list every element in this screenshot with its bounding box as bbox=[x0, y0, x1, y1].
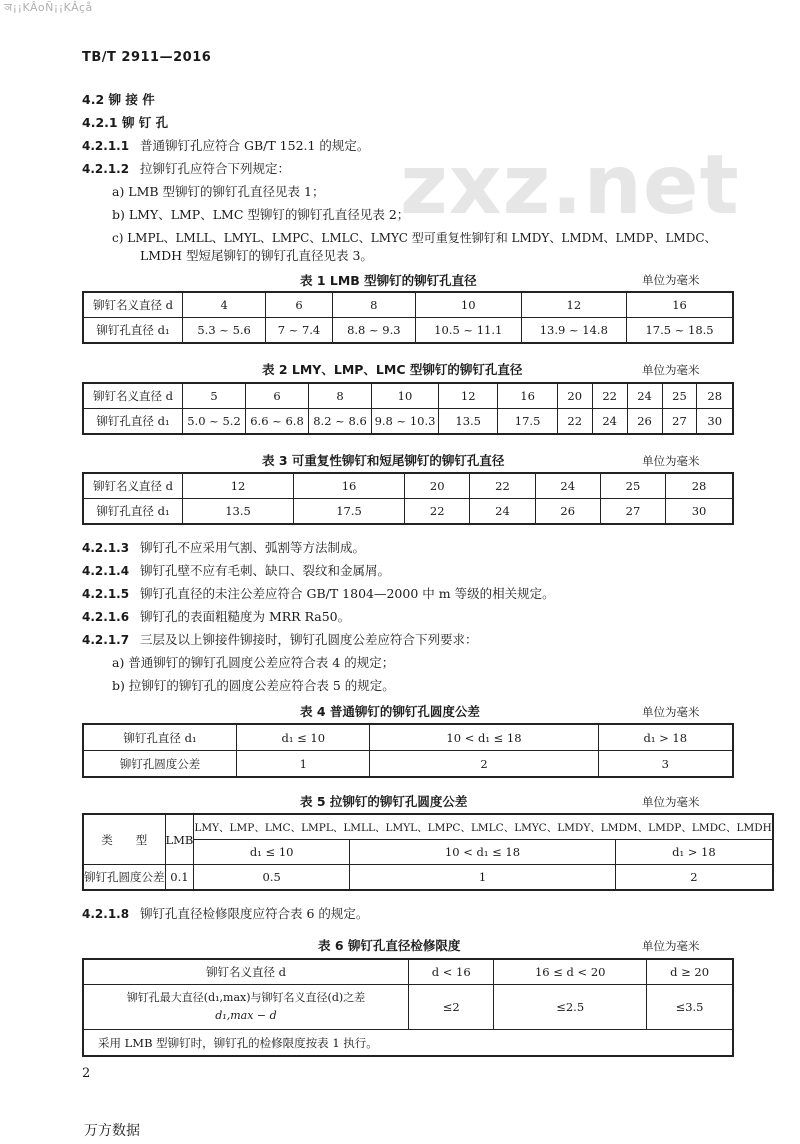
table-cell: 2 bbox=[615, 865, 772, 891]
table-cell: 8.8 ~ 9.3 bbox=[332, 318, 415, 344]
clause-text: 铆钉孔直径检修限度应符合表 6 的规定。 bbox=[140, 906, 369, 921]
table-cell: 22 bbox=[470, 473, 535, 499]
clause-4-2-1-3 bbox=[82, 540, 365, 556]
clause-number: 4.2.1.3 bbox=[82, 541, 130, 555]
table-cell: 22 bbox=[557, 409, 592, 435]
table-1 bbox=[82, 291, 734, 344]
table-cell: 25 bbox=[600, 473, 665, 499]
table-cell: 20 bbox=[405, 473, 470, 499]
table-cell: 1 bbox=[237, 751, 370, 778]
table-cell: 3 bbox=[598, 751, 733, 778]
clause-number: 4.2.1.2 bbox=[82, 162, 130, 176]
row-header: 铆钉孔直径 d₁ bbox=[83, 724, 237, 751]
table-3 bbox=[82, 472, 734, 525]
clause-4-2-1-4 bbox=[82, 563, 390, 579]
table-4-caption: 表 4 普通铆钉的铆钉孔圆度公差 bbox=[300, 704, 480, 719]
table-cell: 24 bbox=[470, 499, 535, 525]
table-row bbox=[83, 751, 733, 778]
table-cell: 12 bbox=[439, 383, 498, 409]
table-cell: 16 ≤ d < 20 bbox=[494, 959, 647, 985]
clause-text: 铆钉孔的表面粗糙度为 MRR Ra50。 bbox=[140, 609, 351, 624]
clause-text: 三层及以上铆接件铆接时，铆钉孔圆度公差应符合下列要求： bbox=[140, 632, 478, 647]
row-header: 铆钉孔圆度公差 bbox=[83, 751, 237, 778]
list-item-b: b) 拉铆钉的铆钉孔的圆度公差应符合表 5 的规定。 bbox=[112, 678, 395, 693]
table-row bbox=[83, 814, 773, 840]
table-5 bbox=[82, 813, 774, 891]
sub-header: d₁ ≤ 10 bbox=[194, 840, 350, 865]
table-cell: 16 bbox=[627, 292, 733, 318]
table-cell: d < 16 bbox=[409, 959, 494, 985]
table-row bbox=[83, 409, 733, 435]
table-6-caption: 表 6 铆钉孔直径检修限度 bbox=[318, 938, 461, 953]
table-6-unit: 单位为毫米 bbox=[642, 939, 700, 953]
table-cell: 0.5 bbox=[194, 865, 350, 891]
table-cell: 24 bbox=[627, 383, 662, 409]
table-cell: 10.5 ~ 11.1 bbox=[415, 318, 521, 344]
table-row bbox=[83, 959, 733, 985]
row-header: 铆钉孔直径 d₁ bbox=[83, 318, 183, 344]
table-cell: 26 bbox=[535, 499, 600, 525]
sub-header: 10 < d₁ ≤ 18 bbox=[350, 840, 616, 865]
table-cell: 24 bbox=[535, 473, 600, 499]
lmb-header: LMB bbox=[165, 814, 194, 865]
table-row bbox=[83, 985, 733, 1030]
row-header-line-1: 铆钉孔最大直径(d₁,max)与铆钉名义直径(d)之差 bbox=[126, 991, 366, 1004]
table-cell: 6.6 ~ 6.8 bbox=[246, 409, 309, 435]
table-cell: 27 bbox=[662, 409, 697, 435]
table-row bbox=[83, 499, 733, 525]
clause-number: 4.2.1.6 bbox=[82, 610, 130, 624]
table-row bbox=[83, 292, 733, 318]
clause-text: 拉铆钉孔应符合下列规定： bbox=[140, 161, 291, 176]
row-header: 铆钉名义直径 d bbox=[83, 383, 183, 409]
row-header: 铆钉孔直径 d₁ bbox=[83, 499, 183, 525]
row-header bbox=[83, 985, 409, 1030]
table-3-unit: 单位为毫米 bbox=[642, 454, 700, 468]
clause-4-2-1-6 bbox=[82, 609, 350, 625]
table-cell: 22 bbox=[405, 499, 470, 525]
clause-4-2-1-8 bbox=[82, 906, 368, 922]
clause-number: 4.2.1.1 bbox=[82, 139, 130, 153]
table-cell: 1 bbox=[350, 865, 616, 891]
table-cell: 13.9 ~ 14.8 bbox=[521, 318, 627, 344]
table-cell: 2 bbox=[370, 751, 598, 778]
table-cell: ≤2 bbox=[409, 985, 494, 1030]
table-row bbox=[83, 383, 733, 409]
table-2-unit: 单位为毫米 bbox=[642, 363, 700, 377]
table-row bbox=[83, 318, 733, 344]
footer-source: 万方数据 bbox=[84, 1123, 140, 1139]
table-cell: 8 bbox=[309, 383, 372, 409]
table-cell: 7 ~ 7.4 bbox=[266, 318, 332, 344]
clause-number: 4.2.1.4 bbox=[82, 564, 130, 578]
table-cell: 17.5 ~ 18.5 bbox=[627, 318, 733, 344]
table-cell: 12 bbox=[521, 292, 627, 318]
list-item-a: a) 普通铆钉的铆钉孔圆度公差应符合表 4 的规定； bbox=[112, 655, 395, 670]
table-cell: ≤3.5 bbox=[647, 985, 733, 1030]
table-cell: d ≥ 20 bbox=[647, 959, 733, 985]
list-item-a: a) LMB 型铆钉的铆钉孔直径见表 1； bbox=[112, 184, 325, 199]
section-4-2-1-heading: 4.2.1 铆 钉 孔 bbox=[82, 115, 169, 130]
table-cell: 17.5 bbox=[498, 409, 557, 435]
table-cell: 8.2 ~ 8.6 bbox=[309, 409, 372, 435]
list-item-c-cont: LMDH 型短尾铆钉的铆钉孔直径见表 3。 bbox=[140, 248, 373, 263]
table-cell: 30 bbox=[666, 499, 733, 525]
table-cell: 16 bbox=[294, 473, 405, 499]
table-6 bbox=[82, 958, 734, 1057]
table-4-unit: 单位为毫米 bbox=[642, 705, 700, 719]
clause-number: 4.2.1.5 bbox=[82, 587, 130, 601]
table-cell: 28 bbox=[666, 473, 733, 499]
table-cell: 22 bbox=[592, 383, 627, 409]
list-item-b: b) LMY、LMP、LMC 型铆钉的铆钉孔直径见表 2； bbox=[112, 207, 410, 222]
table-cell: 10 bbox=[372, 383, 439, 409]
table-cell: 12 bbox=[183, 473, 294, 499]
table-cell: 0.1 bbox=[165, 865, 194, 891]
list-item-c: c) LMPL、LMLL、LMYL、LMPC、LMLC、LMYC 型可重复性铆钉和 LMDY、LMDM、LMDP、LMDC、 bbox=[112, 231, 717, 245]
table-cell: 9.8 ~ 10.3 bbox=[372, 409, 439, 435]
clause-text: 普通铆钉孔应符合 GB/T 152.1 的规定。 bbox=[140, 138, 370, 153]
table-cell: 10 bbox=[415, 292, 521, 318]
row-header-line-2: d₁,max − d bbox=[215, 1009, 277, 1022]
table-1-unit: 单位为毫米 bbox=[642, 273, 700, 287]
table-cell: 6 bbox=[246, 383, 309, 409]
table-cell: 13.5 bbox=[183, 499, 294, 525]
section-4-2-heading: 4.2 铆 接 件 bbox=[82, 92, 155, 107]
table-1-caption: 表 1 LMB 型铆钉的铆钉孔直径 bbox=[300, 273, 477, 288]
watermark: zxz.net bbox=[400, 138, 740, 233]
table-4 bbox=[82, 723, 734, 778]
group-header: LMY、LMP、LMC、LMPL、LMLL、LMYL、LMPC、LMLC、LMYC、LMDY、LMDM、LMDP、LMDC、LMDH bbox=[194, 814, 773, 840]
table-cell: 17.5 bbox=[294, 499, 405, 525]
clause-4-2-1-5 bbox=[82, 586, 555, 602]
table-row bbox=[83, 1030, 733, 1057]
clause-4-2-1-2 bbox=[82, 161, 290, 177]
table-5-caption: 表 5 拉铆钉的铆钉孔圆度公差 bbox=[300, 794, 468, 809]
table-cell: 13.5 bbox=[439, 409, 498, 435]
table-cell: 5 bbox=[183, 383, 246, 409]
sub-header: d₁ > 18 bbox=[615, 840, 772, 865]
table-3-caption: 表 3 可重复性铆钉和短尾铆钉的铆钉孔直径 bbox=[262, 453, 505, 468]
row-header: 铆钉名义直径 d bbox=[83, 292, 183, 318]
table-cell: ≤2.5 bbox=[494, 985, 647, 1030]
table-cell: 6 bbox=[266, 292, 332, 318]
clause-4-2-1-1 bbox=[82, 138, 369, 154]
table-row bbox=[83, 473, 733, 499]
table-cell: 5.3 ~ 5.6 bbox=[183, 318, 266, 344]
row-header: 铆钉名义直径 d bbox=[83, 473, 183, 499]
table-cell: 26 bbox=[627, 409, 662, 435]
row-header: 铆钉名义直径 d bbox=[83, 959, 409, 985]
table-row bbox=[83, 724, 733, 751]
clause-text: 铆钉孔直径的未注公差应符合 GB/T 1804—2000 中 m 等级的相关规定。 bbox=[140, 586, 555, 601]
clause-4-2-1-7 bbox=[82, 632, 478, 648]
table-row bbox=[83, 865, 773, 891]
table-cell: d₁ > 18 bbox=[598, 724, 733, 751]
table-cell: 24 bbox=[592, 409, 627, 435]
table-cell: 28 bbox=[697, 383, 733, 409]
clause-text: 铆钉孔壁不应有毛刺、缺口、裂纹和金属屑。 bbox=[140, 563, 391, 578]
table-cell: d₁ ≤ 10 bbox=[237, 724, 370, 751]
table-2-caption: 表 2 LMY、LMP、LMC 型铆钉的铆钉孔直径 bbox=[262, 362, 523, 377]
row-header: 铆钉孔圆度公差 bbox=[83, 865, 165, 891]
clause-number: 4.2.1.7 bbox=[82, 633, 130, 647]
table-cell: 16 bbox=[498, 383, 557, 409]
table-cell: 20 bbox=[557, 383, 592, 409]
table-cell: 5.0 ~ 5.2 bbox=[183, 409, 246, 435]
table-5-unit: 单位为毫米 bbox=[642, 795, 700, 809]
clause-number: 4.2.1.8 bbox=[82, 907, 130, 921]
page-number: 2 bbox=[82, 1066, 91, 1081]
row-header: 铆钉孔直径 d₁ bbox=[83, 409, 183, 435]
table-2 bbox=[82, 382, 734, 435]
standard-number: TB/T 2911—2016 bbox=[82, 50, 212, 65]
table-cell: 25 bbox=[662, 383, 697, 409]
table-cell: 10 < d₁ ≤ 18 bbox=[370, 724, 598, 751]
table-cell: 30 bbox=[697, 409, 733, 435]
clause-text: 铆钉孔不应采用气割、弧割等方法制成。 bbox=[140, 540, 366, 555]
table-cell: 27 bbox=[600, 499, 665, 525]
table-cell: 4 bbox=[183, 292, 266, 318]
table-note: 采用 LMB 型铆钉时，铆钉孔的检修限度按表 1 执行。 bbox=[83, 1030, 733, 1057]
table-cell: 8 bbox=[332, 292, 415, 318]
top-margin-mark: ञ¡¡KÂoÑ¡¡KÂçå bbox=[4, 1, 93, 14]
type-header: 类 型 bbox=[83, 814, 165, 865]
